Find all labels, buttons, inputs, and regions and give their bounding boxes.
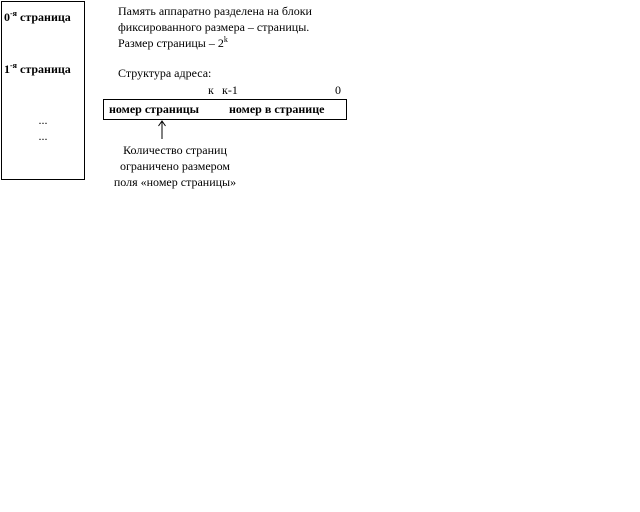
- page-size-exponent: k: [223, 35, 228, 44]
- page-number-field: номер страницы: [109, 102, 200, 116]
- caption-line-3: поля «номер страницы»: [113, 175, 237, 189]
- page-1-text: страница: [20, 62, 71, 76]
- address-structure-title: Структура адреса:: [118, 66, 212, 80]
- page-count-caption: [100, 142, 250, 190]
- ellipsis-1: ...: [38, 113, 48, 127]
- description-line-3: [118, 35, 312, 51]
- bit-k-label: к: [208, 83, 214, 97]
- bit-k-minus-1-label: к-1: [222, 83, 238, 97]
- memory-pages-box: [1, 1, 85, 180]
- description-line-2: фиксированного размера – страницы.: [118, 20, 310, 34]
- page-0-label: [4, 10, 71, 25]
- page-1-label: [4, 62, 71, 77]
- ellipsis-2: ...: [38, 129, 48, 143]
- up-arrow-icon: [157, 120, 167, 140]
- caption-line-1: Количество страниц: [123, 143, 227, 157]
- description-line-1: Память аппаратно разделена на блоки: [118, 4, 312, 18]
- bit-0-label: 0: [335, 83, 341, 97]
- page-0-suffix: -я: [10, 9, 17, 18]
- address-structure-box: [103, 99, 347, 120]
- page-0-text: страница: [20, 10, 71, 24]
- caption-line-2: ограничено размером: [119, 159, 231, 173]
- page-offset-field: номер в странице: [229, 102, 325, 116]
- page-1-number: 1: [4, 62, 10, 76]
- paging-description: [118, 3, 312, 51]
- page-1-suffix: -я: [10, 61, 17, 70]
- page-0-number: 0: [4, 10, 10, 24]
- page-size-text: Размер страницы – 2: [118, 36, 224, 50]
